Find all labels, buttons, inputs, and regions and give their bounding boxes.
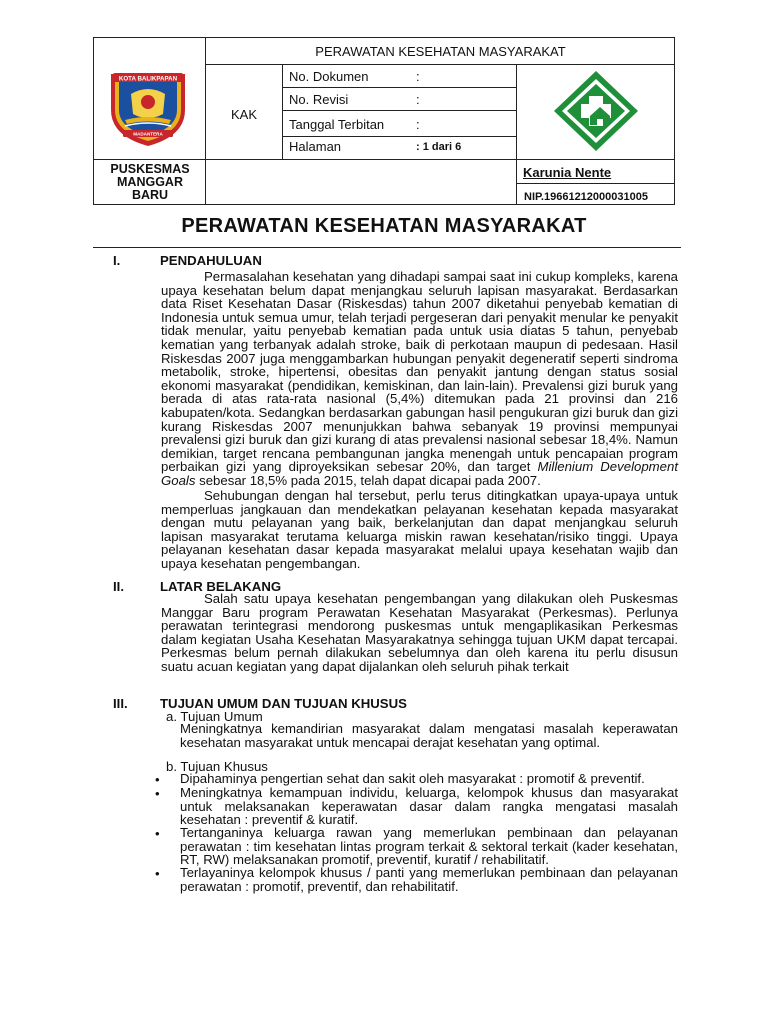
bullet-1-text: Dipahaminya pengertian sehat dan sakit oleh masyarakat : promotif & preventif. xyxy=(180,771,645,786)
field-label-no-revisi: No. Revisi xyxy=(289,92,349,107)
bullet-3-dot: • xyxy=(155,826,160,841)
section-3-number: III. xyxy=(113,696,128,711)
field-value-no-dokumen: : xyxy=(416,69,420,84)
org-name-line2: MANGGAR xyxy=(117,175,183,189)
bullet-2-dot: • xyxy=(155,786,160,801)
bullet-2-text: Meningkatnya kemampuan individu, keluarga, kelompok khusus dan masyarakat untuk melaksanakan keperawatan dasar dalam rangka mengatasi masalah kesehatan : preventif & kuratif. xyxy=(180,785,678,828)
section-1-paragraph-1: Permasalahan kesehatan yang dihadapi sampai saat ini cukup kompleks, karena upaya kesehatan belum dapat menjangkau seluruh lapisan masyarakat. Berdasarkan data Riset Kesehatan Dasar (Riskesdas) tahun 2007 diketahui penyebab kematian di Indonesia untuk semua umur, telah terjadi pergeseran dari penyakit menular ke penyakit tidak menular, yaitu penyebab kematian pada untuk usia diatas 5 tahun, penyebab kematian yang terbanyak adalah stroke, baik di perkotaan maupun di pedesaan. Hasil Riskesdas 2007 juga menggambarkan hubungan penyakit degeneratif seperti sindroma metabolik, stroke, hipertensi, obesitas dan penyakit jantung dengan status sosial ekonomi masyarakat (pendidikan, kemiskinan, dan lain-lain). Prevalensi gizi buruk yang berada di atas rata-rata nasional (5,4%) ditemukan pada 21 provinsi dan 216 kabupaten/kota. Sedangkan berdasarkan gabungan hasil pengukuran gizi buruk dan gizi kurang Riskesdas 2007 menunjukkan bahwa sebanyak 19 provinsi mempunyai prevalensi gizi buruk dan gizi kurang di atas prevalensi nasional sebesar 18,4%. Namun demikian, target rencana pembangunan jangka menengah untuk pencapaian program perbaikan gizi yang diproyeksikan sebesar 20%, dan target Millenium Development Goals sebesar 18,5% pada 2015, telah dapat dicapai pada 2007. xyxy=(161,269,678,488)
section-1-number: I. xyxy=(113,253,121,268)
field-value-halaman: : 1 dari 6 xyxy=(416,141,462,153)
document-header-table xyxy=(93,37,675,205)
section-3-title: TUJUAN UMUM DAN TUJUAN KHUSUS xyxy=(160,696,407,711)
section-1-title: PENDAHULUAN xyxy=(160,253,262,268)
section-2-number: II. xyxy=(113,579,124,594)
field-label-halaman: Halaman xyxy=(289,139,342,154)
crest-bottom-text: MADANTERA xyxy=(133,131,163,137)
field-label-tanggal-terbitan: Tanggal Terbitan xyxy=(289,117,385,132)
bullet-4-dot: • xyxy=(155,866,160,881)
tujuan-umum-label: a. Tujuan Umum xyxy=(166,709,263,724)
title-divider xyxy=(93,247,681,248)
puskesmas-logo xyxy=(550,67,642,155)
field-value-no-revisi: : xyxy=(416,92,420,107)
field-value-tanggal-terbitan: : xyxy=(416,117,420,132)
page-title: PERAWATAN KESEHATAN MASYARAKAT xyxy=(181,215,587,237)
org-name-line3: BARU xyxy=(131,188,169,202)
bullet-3-text: Tertanganinya keluarga rawan yang memerlukan pembinaan dan pelayanan perawatan : tim kesehatan lintas program terkait & sektoral terkait (kader kesehatan, RT, RW) melaksanakan promotif, preventif, kuratif / rehabilitatif. xyxy=(180,825,678,868)
mdg-term: Millenium Development Goals xyxy=(161,459,678,488)
section-2-title: LATAR BELAKANG xyxy=(160,579,282,594)
org-name-line1: PUSKESMAS xyxy=(110,162,190,176)
section-1-paragraph-2: Sehubungan dengan hal tersebut, perlu terus ditingkatkan upaya-upaya untuk memperluas jangkauan dan mendekatkan pelayanan kesehatan kepada masyarakat dengan mutu pelayanan yang baik, berkelanjutan dan dapat menjangkau seluruh lapisan masyarakat terutama keluarga miskin rawan kesehatan/risiko tinggi. Upaya pelayanan kesehatan dasar kepada masyarakat melalui upaya kesehatan wajib dan upaya kesehatan pengembangan. xyxy=(161,488,678,571)
signer-nip: NIP.19661212000031005 xyxy=(524,191,648,203)
bullet-4-text: Terlayaninya kelompok khusus / panti yang memerlukan pembinaan dan pelayanan perawatan : promotif, preventif, dan rehabilitatif. xyxy=(180,865,678,894)
section-2-paragraph: Salah satu upaya kesehatan pengembangan yang dilakukan oleh Puskesmas Manggar Baru program Perawatan Kesehatan Masyarakat (Perkesmas). Perlunya perawatan terintegrasi mendorong puskesmas untuk mengaplikasikan Perkesmas dalam kegiatan Usaha Kesehatan Masyarakatnya sehingga tujuan UKM dapat tercapai. Perkesmas belum pernah dilakukan sebelumnya dan oleh karena itu perlu disusun suatu acuan kegiatan yang dapat dijalankan oleh seluruh pihak terkait xyxy=(161,591,678,674)
header-doc-title: PERAWATAN KESEHATAN MASYARAKAT xyxy=(315,44,566,59)
signer-name: Karunia Nente xyxy=(523,165,612,180)
field-label-no-dokumen: No. Dokumen xyxy=(289,69,369,84)
city-crest-logo xyxy=(103,64,193,148)
header-kak: KAK xyxy=(230,107,257,122)
bullet-1-dot: • xyxy=(155,772,160,787)
tujuan-khusus-label: b. Tujuan Khusus xyxy=(166,759,268,774)
tujuan-umum-text: Meningkatnya kemandirian masyarakat dalam mengatasi masalah keperawatan kesehatan masyarakat untuk mencapai derajat kesehatan yang optimal. xyxy=(180,721,678,750)
crest-top-text: KOTA BALIKPAPAN xyxy=(118,75,178,83)
